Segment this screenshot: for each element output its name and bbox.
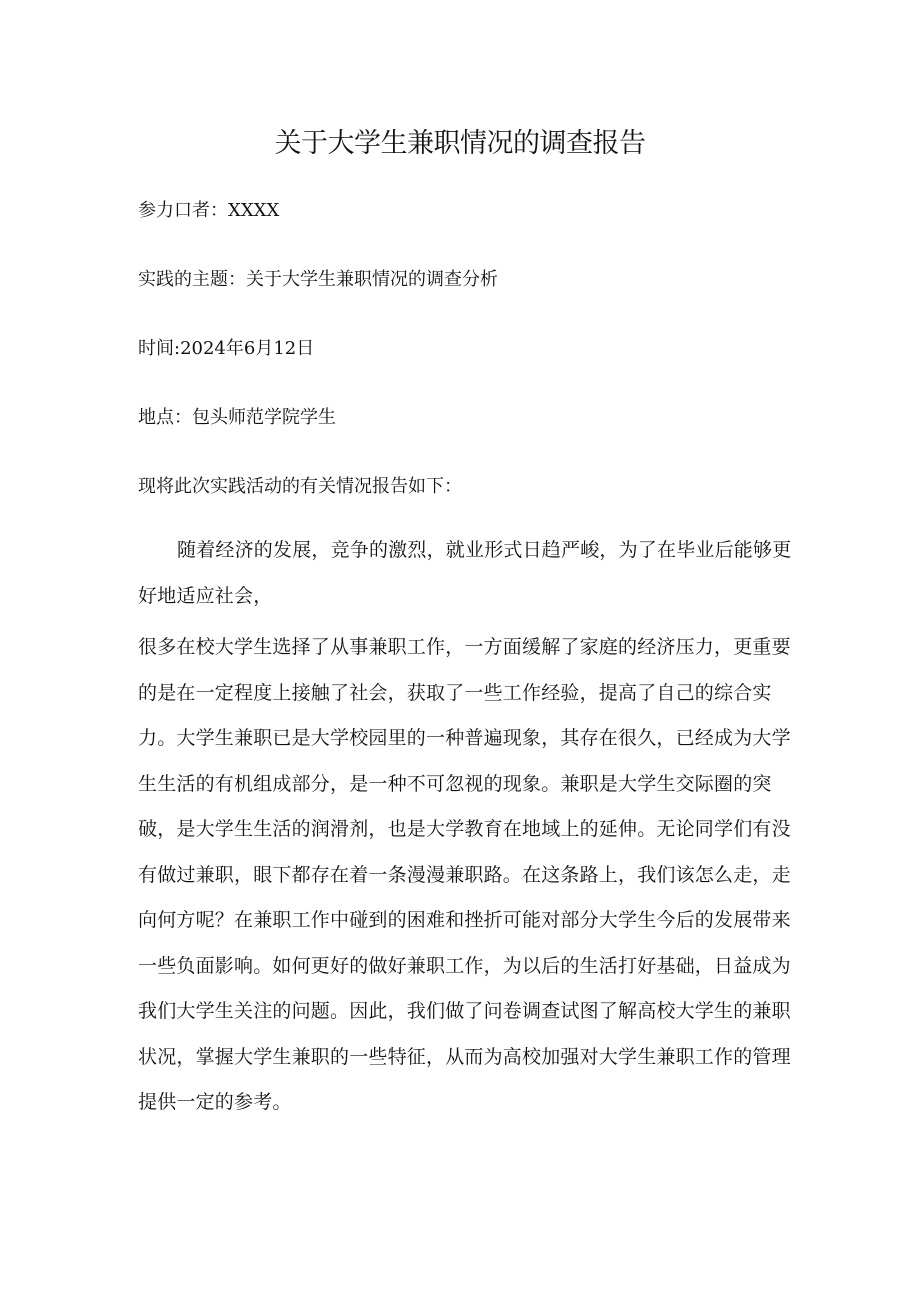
document-title: 关于大学生兼职情况的调查报告 <box>274 128 646 159</box>
paragraph-2 <box>138 625 798 1126</box>
paragraph-2-text: 很多在校大学生选择了从事兼职工作，一方面缓解了家庭的经济压力，更重要的是在一定程度上接触了社会，获取了一些工作经验，提高了自己的综合实力。大学生兼职已是大学校园里的一种普遍现象，其存在很久，已经成为大学生生活的有机组成部分，是一种不可忽视的现象。兼职是大学生交际圈的突破，是大学生生活的润滑剂，也是大学教育在地域上的延伸。无论同学们有没有做过兼职，眼下都存在着一条漫漫兼职路。在这条路上，我们该怎么走，走向何方呢？在兼职工作中碰到的困难和挫折可能对部分大学生今后的发展带来一些负面影响。如何更好的做好兼职工作，为以后的生活打好基础，日益成为我们大学生关注的问题。因此，我们做了问卷调查试图了解高校大学生的兼职状况，掌握大学生兼职的一些特征，从而为高校加强对大学生兼职工作的管理提供一定的参考。 <box>138 636 791 1113</box>
participants-line: 参力口者：XXXX <box>138 200 280 221</box>
time-line: 时间:2024年6月12日 <box>138 338 315 359</box>
theme-line: 实践的主题：关于大学生兼职情况的调查分析 <box>138 269 498 290</box>
paragraph-1-text: 随着经济的发展，竞争的激烈，就业形式日趋严峻，为了在毕业后能够更好地适应社会， <box>138 539 792 607</box>
location-line: 地点：包头师范学院学生 <box>138 407 336 428</box>
intro-line: 现将此次实践活动的有关情况报告如下： <box>138 476 462 497</box>
paragraph-1 <box>138 528 798 619</box>
